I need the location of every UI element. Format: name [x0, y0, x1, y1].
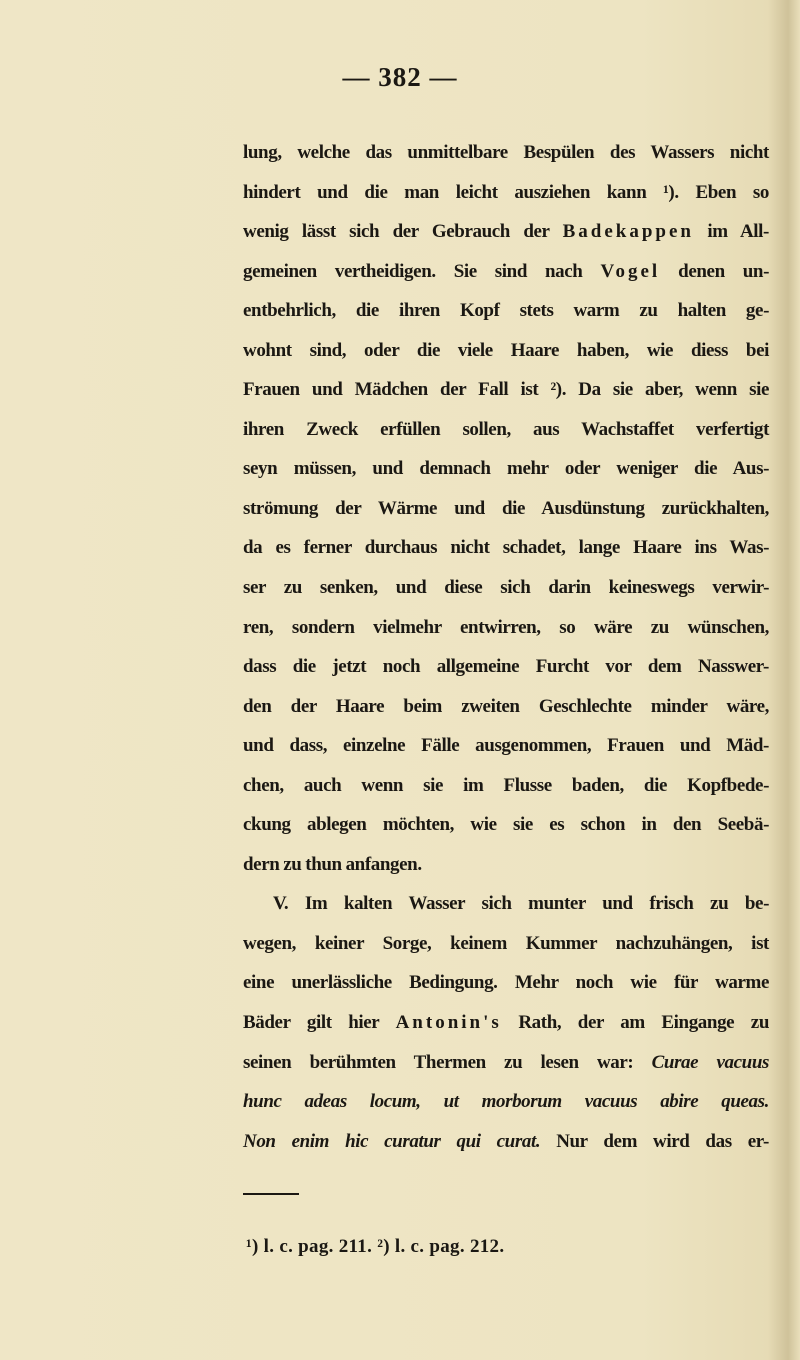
text-segment: ihren Zweck erfüllen sollen, aus Wachstaffet verfertigt	[243, 418, 769, 440]
text-line	[243, 1082, 769, 1122]
text-segment: Frauen und Mädchen der Fall ist ²). Da sie aber, wenn sie	[243, 379, 769, 401]
text-line	[243, 370, 769, 410]
text-segment: hindert und die man leicht ausziehen kann ¹). Eben so	[243, 181, 769, 203]
text-line	[243, 1003, 769, 1043]
text-segment: gemeinen vertheidigen. Sie sind nach	[243, 260, 601, 282]
text-line	[243, 963, 769, 1003]
page-number: — 382 —	[342, 62, 458, 92]
text-line	[243, 647, 769, 687]
text-line	[243, 291, 769, 331]
text-segment: ser zu senken, und diese sich darin keineswegs verwir-	[243, 577, 769, 599]
text-segment: da es ferner durchaus nicht schadet, lange Haare ins Was-	[243, 537, 769, 559]
spaced-name: Antonin's	[395, 1012, 502, 1034]
text-segment: im All-	[693, 221, 769, 243]
text-segment: wohnt sind, oder die viele Haare haben, wie diess bei	[243, 339, 769, 361]
text-segment: Bäder gilt hier	[243, 1012, 396, 1034]
footnote: ¹) l. c. pag. 211. ²) l. c. pag. 212.	[246, 1236, 505, 1257]
text-line	[243, 924, 769, 964]
text-segment: wegen, keiner Sorge, keinem Kummer nachzuhängen, ist	[243, 932, 769, 954]
text-line	[243, 608, 769, 648]
text-segment: entbehrlich, die ihren Kopf stets warm zu halten ge-	[243, 300, 769, 322]
footnote-rule	[243, 1193, 299, 1195]
italic-text: hunc adeas locum, ut morborum vacuus abire queas.	[243, 1091, 769, 1113]
italic-text: Non enim hic curatur qui curat.	[243, 1130, 541, 1152]
text-segment: Rath, der am Eingange zu	[501, 1012, 769, 1034]
text-line	[243, 331, 769, 371]
text-line	[243, 884, 769, 924]
text-line	[243, 687, 769, 727]
spaced-name: Vogel	[600, 260, 661, 282]
italic-text: Curae vacuus	[651, 1051, 769, 1073]
text-segment: chen, auch wenn sie im Flusse baden, die Kopfbede-	[243, 774, 769, 796]
spaced-name: Badekappen	[562, 221, 694, 243]
text-line	[243, 528, 769, 568]
text-segment: lung, welche das unmittelbare Bespülen des Wassers nicht	[243, 142, 769, 163]
text-line	[243, 1043, 769, 1083]
text-segment: wenig lässt sich der Gebrauch der	[243, 221, 563, 243]
text-segment: dern zu thun anfangen.	[243, 853, 422, 875]
text-line	[243, 1122, 769, 1162]
text-line	[243, 133, 769, 173]
text-line	[243, 449, 769, 489]
text-line	[243, 726, 769, 766]
text-segment: ckung ablegen möchten, wie sie es schon in den Seebä-	[243, 814, 769, 836]
text-line	[243, 805, 769, 845]
body-text	[243, 133, 769, 1161]
text-segment: den der Haare beim zweiten Geschlechte minder wäre,	[243, 695, 769, 717]
text-segment: und dass, einzelne Fälle ausgenommen, Frauen und Mäd-	[243, 735, 769, 757]
text-line	[243, 252, 769, 292]
text-segment: denen un-	[660, 260, 769, 282]
text-segment: Nur dem wird das er-	[540, 1130, 769, 1152]
text-line	[243, 766, 769, 806]
text-segment: strömung der Wärme und die Ausdünstung zurückhalten,	[243, 497, 769, 519]
text-line	[243, 568, 769, 608]
text-segment: seinen berühmten Thermen zu lesen war:	[243, 1051, 652, 1073]
text-segment: seyn müssen, und demnach mehr oder weniger die Aus-	[243, 458, 769, 480]
text-line	[243, 410, 769, 450]
text-segment: ren, sondern vielmehr entwirren, so wäre zu wünschen,	[243, 616, 769, 638]
text-line	[243, 212, 769, 252]
text-line	[243, 489, 769, 529]
text-line	[243, 173, 769, 213]
text-line	[243, 845, 769, 885]
text-segment: eine unerlässliche Bedingung. Mehr noch wie für warme	[243, 972, 769, 994]
text-segment: dass die jetzt noch allgemeine Furcht vor dem Nasswer-	[243, 656, 769, 678]
text-segment: V. Im kalten Wasser sich munter und frisch zu be-	[273, 893, 769, 915]
